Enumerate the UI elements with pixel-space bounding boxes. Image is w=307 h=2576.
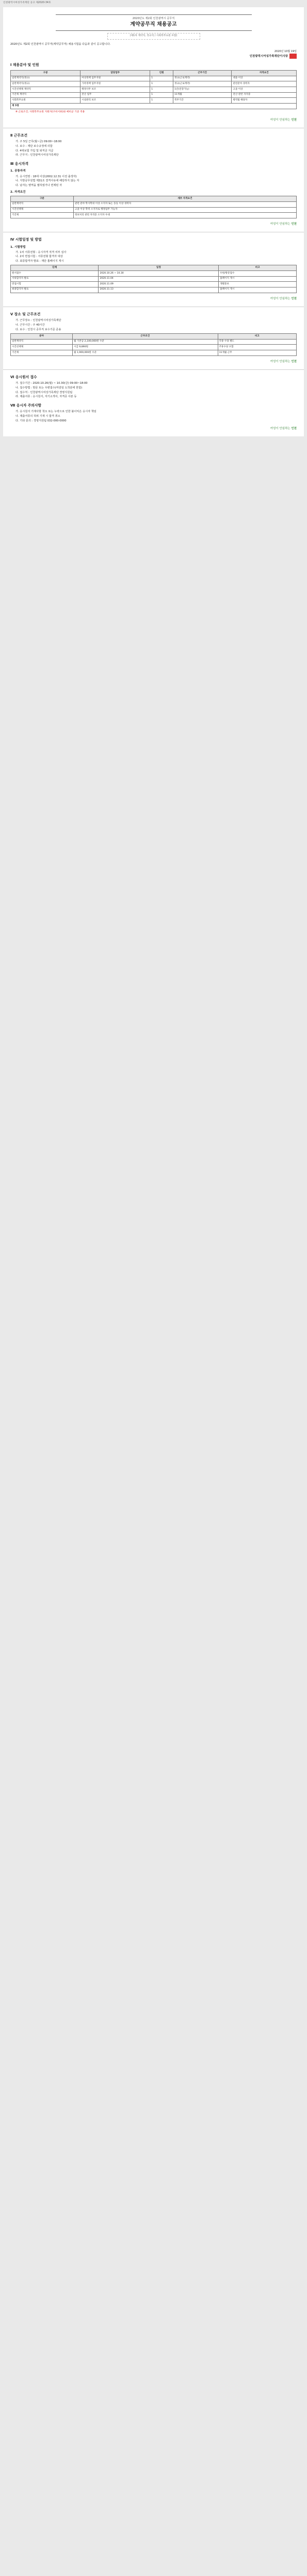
table-cell: 2020.10.26 ~ 10.30 [99,271,219,277]
table-cell: 1 [150,76,173,81]
footer-bold: 인천 [291,360,297,363]
footer-text: 여성이 안심하는 [270,297,292,300]
table-cell: 일반계약직(정규) [11,81,80,87]
title-banner [56,14,252,31]
table-row [11,287,297,293]
footer-bold: 인천 [291,118,297,122]
section-heading-1: Ⅰ 채용분야 및 인원 [10,63,39,67]
table-header: 비고 [219,265,297,271]
notice-date: 2020년 10월 19일 [274,49,297,53]
table-cell: 가족정책 업무지원 [80,81,150,87]
table-cell: 최종합격자 발표 [11,287,99,293]
footer-bold: 인천 [291,297,297,300]
table-header: 근무기간 [173,71,232,76]
table-cell: 11개월 [173,92,232,98]
text-line: 라. 근무지 : 인천광역시여성가족재단 [15,154,59,157]
document-page [3,7,304,436]
table-total-row [11,104,297,109]
table-cell: 2020.11.13 [99,287,219,293]
text-line: 나. 2차 면접시험 : 서류전형 합격자 대상 [15,255,63,259]
table-cell: 정규(근로계약) [173,81,232,87]
page-divider [3,369,304,370]
text-line: 라. 제출서류 : 응시원서, 자기소개서, 자격증 사본 등 [15,395,77,399]
signer-name: 인천광역시여성가족재단이사장 [249,55,288,58]
table-cell: 복무기간 [173,98,232,104]
table-cell: 1 [150,98,173,104]
table-cell: 2020.11.09 [99,282,219,287]
page-footer [10,223,297,227]
document-header: 인천광역시여성가족재단 공고 제2020-34호 [0,0,307,7]
text-line: 가. 1차 서류전형 : 응시자격 적격 여부 심사 [15,250,67,254]
qualification-table [10,196,297,218]
table-cell: 서류합격자 발표 [11,276,99,282]
section-heading-2: Ⅱ 근무조건 [10,133,28,138]
table-cell: 시설관리 보조 [80,98,150,104]
table-row [11,207,297,213]
table-cell: 관련분야 경력자 [232,81,297,87]
table-cell: 기간제 [11,213,74,218]
text-line: 가. 접수기간 : 2020.10.26(월) ~ 10.30(금) 09:00~18:00 [15,382,88,385]
table-header: 담당업무 [80,71,150,76]
table-cell: 시간선택제 [11,207,74,213]
table-cell: 전산 관련 자격증 [232,92,297,98]
table-row [11,76,297,81]
table-cell: 고졸 이상 학력 소지자로 행정업무 가능자 [73,207,296,213]
table-header: 일정 [99,265,219,271]
footer-text: 여성이 안심하는 [270,427,292,431]
table-row [11,87,297,93]
footer-bold: 인천 [291,427,297,431]
table-cell: 월 1,900,000원 수준 [73,350,218,356]
footer-text: 여성이 안심하는 [270,222,292,226]
text-line: 가. 주 5일 근무(월~금) 09:00~18:00 [15,140,62,144]
table-cell: 홈페이지 게시 [219,287,297,293]
table-cell: 여성정책 업무지원 [80,76,150,81]
text-line: 나. 지방공무원법 제31조 결격사유에 해당하지 않는 자 [15,179,79,183]
page-footer [10,427,297,431]
table-note: ※ 근로조건, 사회복무요원 지원자(구비서류)와 예비군 기준 적용 [15,110,85,113]
sub-heading: 1. 공통자격 [10,170,26,173]
text-line: 다. 보수 : 인천시 공무직 보수기준 준용 [15,328,61,331]
text-line: 다. 최종합격자 발표 : 재단 홈페이지 게시 [15,259,64,263]
table-row [11,92,297,98]
table-cell: 11개월 근무 [218,350,296,356]
table-cell: 월 기본급 2,100,000원 수준 [73,339,218,345]
table-cell: 일반계약직 [11,201,74,207]
table-cell: 1년(연장가능) [173,87,232,93]
table-row [11,213,297,218]
official-stamp-icon [289,54,297,59]
table-header: 인원 [150,71,173,76]
table-header: 자격요건 [232,71,297,76]
text-line: 나. 접수방법 : 방문 또는 우편접수(마감일 도착분에 한함) [15,386,83,390]
table-header: 단계 [11,265,99,271]
section-heading-3: Ⅲ 응시자격 [10,161,29,166]
table-cell: 일반계약직 [11,339,73,345]
footer-bold: 인천 [291,222,297,226]
table-cell: 시급 9,890원 [73,345,218,350]
page-footer [10,297,297,301]
table-cell: 1 [150,81,173,87]
table-cell: 대졸 이상 [232,76,297,81]
section-heading-5: Ⅴ 장소 및 근무조건 [10,312,41,316]
sub-heading: 2. 자격요건 [10,191,26,194]
page-title: 계약공무직 채용공고 [130,21,177,27]
table-header: 구분 [11,196,74,202]
table-cell: 행정사무 보조 [80,87,150,93]
conditions-table [10,333,297,356]
table-header: 세부 자격요건 [73,196,296,202]
table-row [11,81,297,87]
table-cell: 2020.11.04 [99,276,219,282]
text-line: 가. 근무장소 : 인천광역시여성가족재단 [15,319,61,323]
table-cell: 관련 분야 학사학위 이상 소지자 또는 동등 이상 경력자 [73,201,296,207]
table-cell: 사회복무요원 [11,98,80,104]
table-cell: 병역법 해당자 [232,98,297,104]
table-row [11,345,297,350]
sub-heading: 1. 시험방법 [10,245,26,249]
table-cell: 홈페이지 게시 [219,276,297,282]
table-cell: 면접시험 [11,282,99,287]
footer-text: 여성이 안심하는 [270,118,292,122]
table-row [11,350,297,356]
intro-text: 2020년도 제2회 인천광역시 공무직(계약공무직) 채용시험을 다음과 같이 공고합니다. [10,42,111,46]
page-footer [10,118,297,123]
table-row [11,339,297,345]
table-cell: 1 [150,92,173,98]
page-footer [10,360,297,364]
table-row [11,282,297,287]
table-cell: 주휴수당 포함 [218,345,296,350]
signer [10,54,297,59]
table-cell: 일반계약직(정규) [11,76,80,81]
section-heading-6: Ⅵ 응시원서 접수 [10,375,37,379]
text-line: 나. 보수 : 재단 보수규정에 의함 [15,144,53,148]
text-line: 가. 응시원서 기재사항 착오 또는 누락으로 인한 불이익은 응시자 책임 [15,410,96,414]
table-cell: 기간제 계약직 [11,92,80,98]
recruit-table [10,70,297,109]
section-heading-7: Ⅶ 응시자 주의사항 [10,403,42,408]
table-cell: 시간선택제 계약직 [11,87,80,93]
table-cell: 정보처리 관련 자격증 소지자 우대 [73,213,296,218]
table-cell: 고졸 이상 [232,87,297,93]
text-line: 나. 근무시간 : 주 40시간 [15,323,45,327]
table-cell: 우편/방문접수 [219,271,297,277]
table-header: 비고 [218,334,296,340]
table-cell: 전산 업무 [80,92,150,98]
text-line: 다. 접수처 : 인천광역시여성가족재단 경영지원팀 [15,391,73,394]
table-row [11,201,297,207]
table-cell: 정규(근로계약) [173,76,232,81]
title-subtitle: (제1차 계약직, 정규직 / 사회복무요원 포함) [107,33,200,40]
text-line: 가. 응시연령 : 18세 이상(2002.12.31 이전 출생자) [15,175,77,178]
table-cell: 시간선택제 [11,345,73,350]
table-cell: 원서접수 [11,271,99,277]
table-header: 분야 [11,334,73,340]
title-sup: 2020년도 제2회 인천광역시 공무직 [132,17,175,20]
table-cell: 기간제 [11,350,73,356]
text-line: 나. 제출서류의 허위 기재 시 합격 취소 [15,414,60,418]
footer-text: 여성이 안심하는 [270,360,292,363]
table-total: 계 5명 [11,104,297,109]
table-cell: 각종 수당 별도 [218,339,296,345]
section-heading-4: Ⅳ 시험일정 및 방법 [10,237,42,242]
table-header: 구분 [11,71,80,76]
table-cell: 개별통보 [219,282,297,287]
schedule-table [10,265,297,293]
table-header: 근무조건 [73,334,218,340]
table-cell: 1 [150,87,173,93]
table-row [11,271,297,277]
table-row [11,98,297,104]
text-line: 다. 남자는 병역을 필하였거나 면제된 자 [15,183,62,187]
table-row [11,276,297,282]
text-line: 다. 기타 문의 : 경영지원팀 032-000-0000 [15,419,67,422]
text-line: 다. 4대보험 가입 및 퇴직금 지급 [15,149,54,152]
